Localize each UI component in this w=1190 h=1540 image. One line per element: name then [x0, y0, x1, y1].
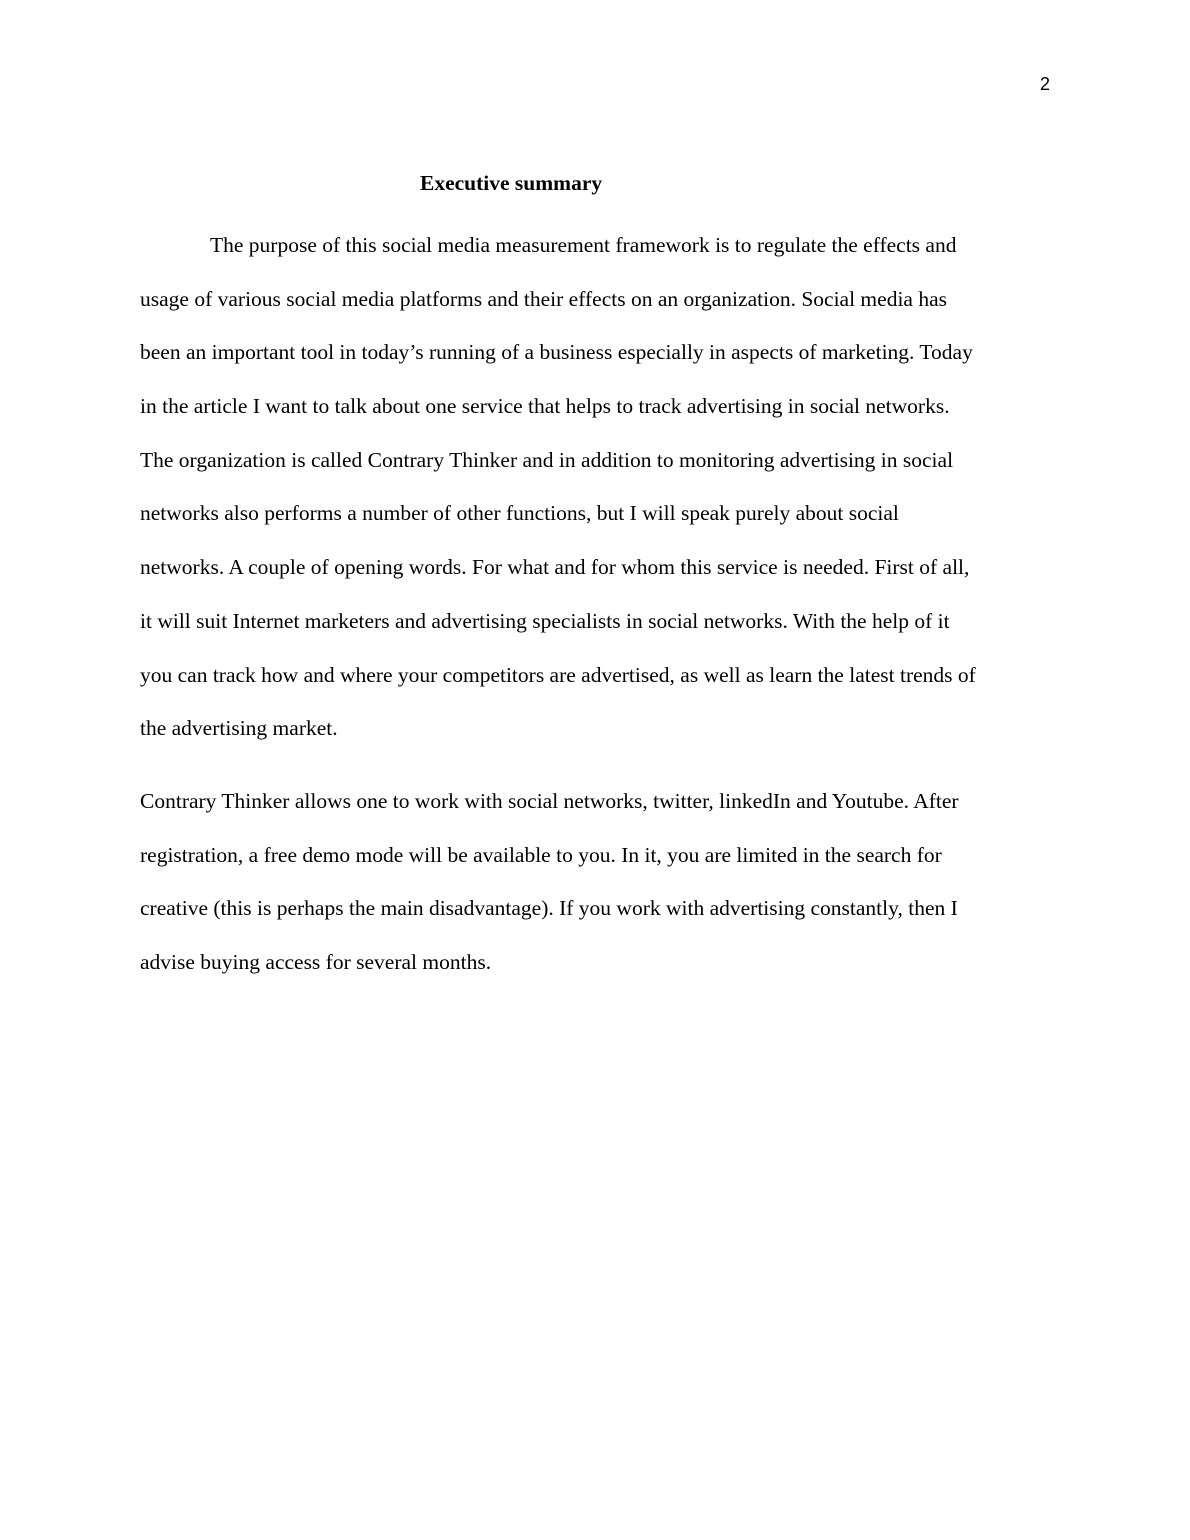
document-body [140, 166, 1050, 990]
page-number: 2 [1039, 74, 1050, 94]
text-line: you can track how and where your competitors are advertised, as well as learn the latest trends of [140, 662, 976, 687]
text-line: The purpose of this social media measurement framework is to regulate the effects and [210, 233, 957, 257]
text-line: usage of various social media platforms and their effects on an organization. Social media has [140, 286, 947, 311]
text-line: advise buying access for several months. [140, 949, 492, 974]
text-line: networks. A couple of opening words. For what and for whom this service is needed. First of all, [140, 555, 970, 580]
section-title: Executive summary [420, 171, 603, 195]
text-line: The organization is called Contrary Thinker and in addition to monitoring advertising in social [140, 447, 954, 472]
text-line: Contrary Thinker allows one to work with social networks, twitter, linkedIn and Youtube. After [140, 788, 959, 813]
text-line: it will suit Internet marketers and advertising specialists in social networks. With the help of it [140, 608, 950, 633]
paragraph-2 [140, 775, 1050, 990]
paragraph-1 [140, 219, 1050, 756]
text-line: in the article I want to talk about one service that helps to track advertising in social networks. [140, 394, 950, 419]
text-line: creative (this is perhaps the main disadvantage). If you work with advertising constantly, then I [140, 896, 958, 921]
text-line: registration, a free demo mode will be available to you. In it, you are limited in the search for [140, 842, 942, 867]
text-line: networks also performs a number of other functions, but I will speak purely about social [140, 501, 899, 526]
text-line: the advertising market. [140, 716, 338, 741]
text-line: been an important tool in today’s running of a business especially in aspects of marketing. Today [140, 340, 973, 365]
